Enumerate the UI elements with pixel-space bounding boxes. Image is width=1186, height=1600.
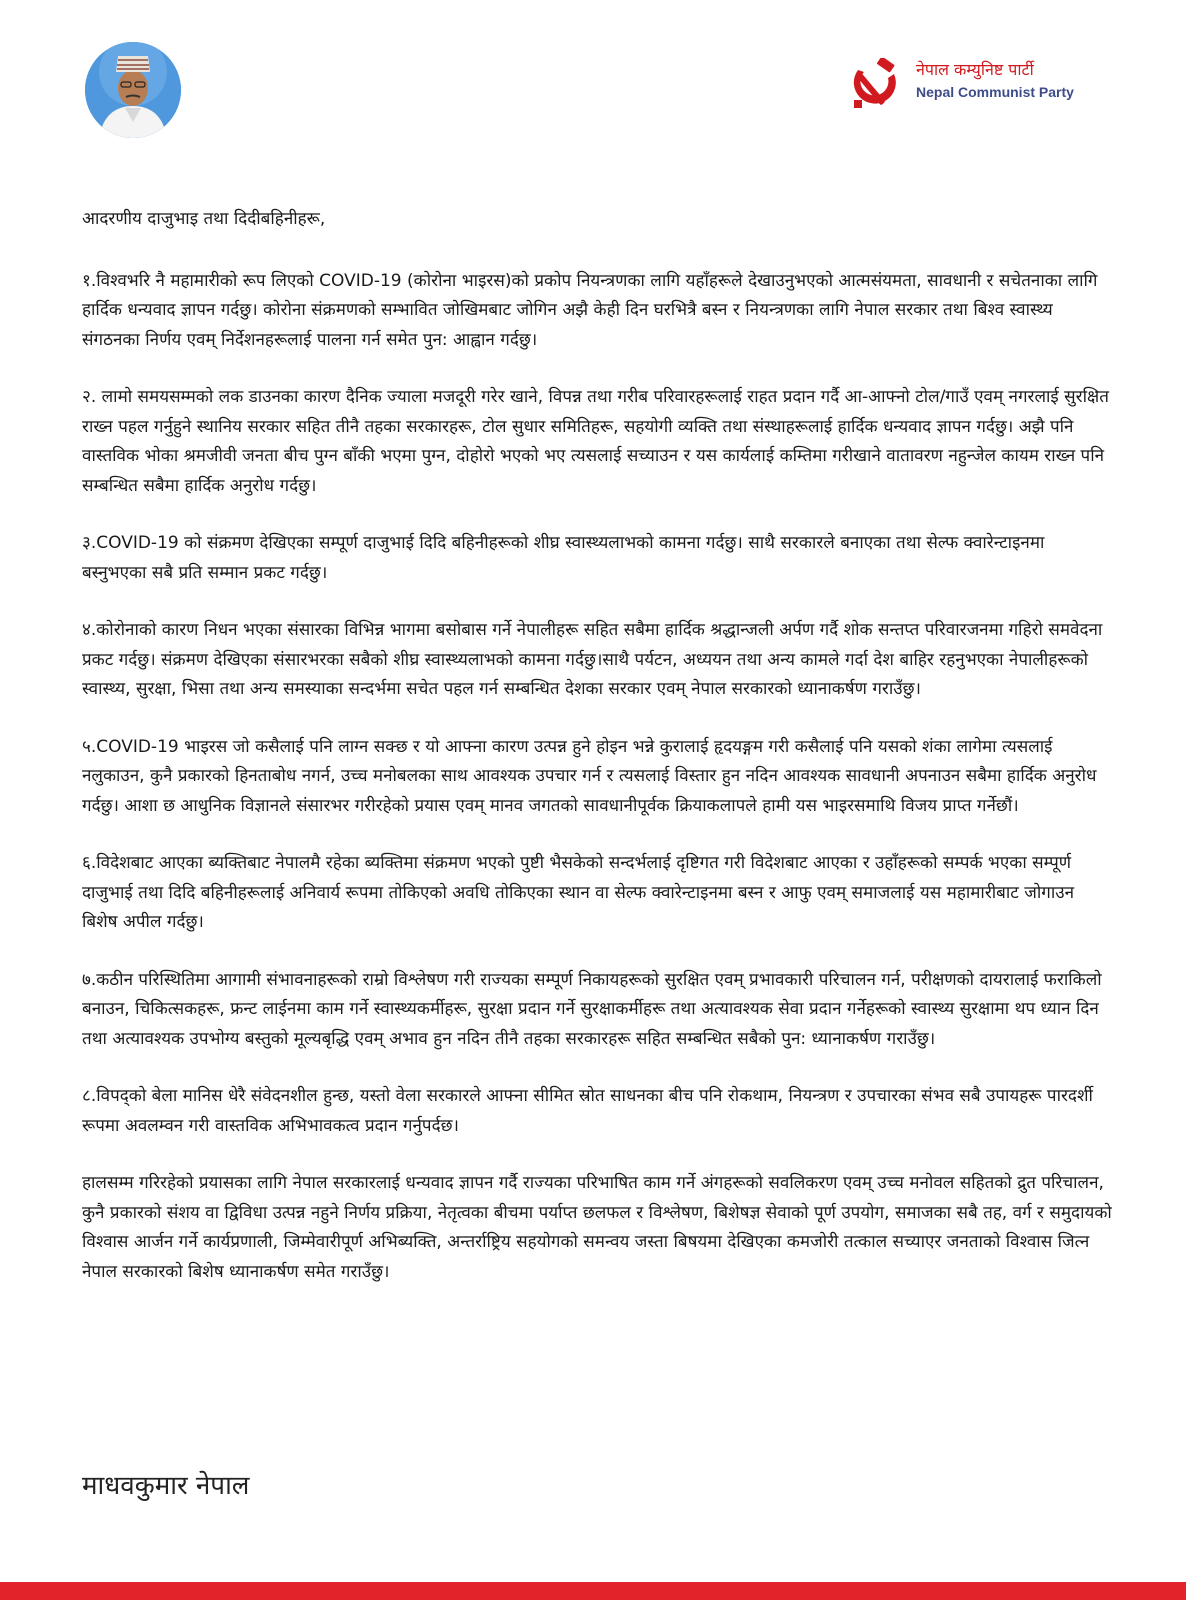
signature-name: माधवकुमार नेपाल	[82, 1471, 250, 1501]
paragraph-3: ३.COVID-19 को संक्रमण देखिएका सम्पूर्ण दाजुभाई दिदि बहिनीहरूको शीघ्र स्वास्थ्यलाभको कामना गर्दछु। साथै सरकारले बनाएका तथा सेल्फ क्वारेन्टाइनमा बस्नुभएका सबै प्रति सम्मान प्रकट गर्दछु।	[82, 533, 1045, 583]
paragraph-4: ४.कोरोनाको कारण निधन भएका संसारका विभिन्न भागमा बसोबास गर्ने नेपालीहरू सहित सबैमा हार्दिक श्रद्धान्जली अर्पण गर्दै शोक सन्तप्त परिवारजनमा गहिरो समवेदना प्रकट गर्दछु। संक्रमण देखिएका संसारभरका सबैको शीघ्र स्वास्थ्यलाभको कामना गर्दछु।साथै पर्यटन, अध्ययन तथा अन्य कामले गर्दा देश बाहिर रहनुभएका नेपालीहरूको स्वास्थ्य, सुरक्षा, भिसा तथा अन्य समस्याका सन्दर्भमा सचेत पहल गर्न सम्बन्धित देशका सरकार एवम् नेपाल सरकारको ध्यानाकर्षण गराउँछु।	[82, 620, 1103, 699]
paragraph-closing: हालसम्म गरिरहेको प्रयासका लागि नेपाल सरकारलाई धन्यवाद ज्ञापन गर्दै राज्यका परिभाषित काम गर्ने अंगहरूको सवलिकरण एवम् उच्च मनोवल सहितको द्रुत परिचालन, कुनै प्रकारको संशय वा द्विविधा उत्पन्न नहुने निर्णय प्रक्रिया, नेतृत्वका बीचमा पर्याप्त छलफल र विश्लेषण, बिशेषज्ञ सेवाको पूर्ण उपयोग, समाजका सबै तह, वर्ग र समुदायको विश्वास आर्जन गर्ने कार्यप्रणाली, जिम्मेवारीपूर्ण अभिब्यक्ति, अन्तर्राष्ट्रिय सहयोगको समन्वय जस्ता बिषयमा देखिएका कमजोरी तत्काल सच्याएर जनताको विश्वास जित्न नेपाल सरकारको बिशेष ध्यानाकर्षण समेत गराउँछु।	[82, 1173, 1112, 1282]
hammer-sickle-icon	[848, 58, 906, 114]
paragraph-2: २. लामो समयसम्मको लक डाउनका कारण दैनिक ज्याला मजदूरी गरेर खाने, विपन्न तथा गरीब परिवारहरूलाई राहत प्रदान गर्दै आ-आफ्नो टोल/गाउँ एवम् नगरलाई सुरक्षित राख्न पहल गर्नुहुने स्थानिय सरकार सहित तीनै तहका सरकारहरू, टोल सुधार समितिहरू, सहयोगी व्यक्ति तथा संस्थाहरूलाई हार्दिक धन्यवाद ज्ञापन गर्दछु। अझै पनि वास्तविक भोका श्रमजीवी जनता बीच पुग्न बाँकी भएमा पुग्न, दोहोरो भएको भए त्यसलाई सच्याउन र यस कार्यलाई कम्तिमा गरीखाने वातावरण नहुन्जेल कायम राख्न पनि सम्बन्धित सबैमा हार्दिक अनुरोध गर्दछु।	[82, 387, 1109, 496]
party-logo	[848, 54, 1108, 114]
letterhead	[0, 0, 1186, 150]
portrait-image	[85, 42, 181, 138]
paragraph-5: ५.COVID-19 भाइरस जो कसैलाई पनि लाग्न सक्छ र यो आफ्ना कारण उत्पन्न हुने होइन भन्ने कुरालाई हृदयङ्गम गरी कसैलाई पनि यसको शंका लागेमा त्यसलाई नलुकाउन, कुनै प्रकारको हिनताबोध नगर्न, उच्च मनोबलका साथ आवश्यक उपचार गर्न र त्यसलाई विस्तार हुन नदिन आवश्यक सावधानी अपनाउन सबैमा हार्दिक अनुरोध गर्दछु। आशा छ आधुनिक विज्ञानले संसारभर गरीरहेको प्रयास एवम् मानव जगतको सावधानीपूर्वक क्रियाकलापले हामी यस भाइरसमाथि विजय प्राप्त गर्नेछौं।	[82, 736, 1097, 816]
avatar	[85, 42, 181, 138]
paragraph-1: १.विश्वभरि नै महामारीको रूप लिएको COVID-19 (कोरोना भाइरस)को प्रकोप नियन्त्रणका लागि यहाँहरूले देखाउनुभएको आत्मसंयमता, सावधानी र सचेतनाका लागि हार्दिक धन्यवाद ज्ञापन गर्दछु। कोरोना संक्रमणको सम्भावित जोखिमबाट जोगिन अझै केही दिन घरभित्रै बस्न र नियन्त्रणका लागि नेपाल सरकार तथा बिश्व स्वास्थ्य संगठनका निर्णय एवम् निर्देशनहरूलाई पालना गर्न समेत पुन: आह्वान गर्दछु।	[82, 270, 1098, 350]
paragraph-7: ७.कठीन परिस्थितिमा आगामी संभावनाहरूको राम्रो विश्लेषण गरी राज्यका सम्पूर्ण निकायहरूको सुरक्षित एवम् प्रभावकारी परिचालन गर्न, परीक्षणको दायरालाई फराकिलो बनाउन, चिकित्सकहरू, फ्रन्ट लाईनमा काम गर्ने स्वास्थ्यकर्मीहरू, सुरक्षा प्रदान गर्ने सुरक्षाकर्मीहरू तथा अत्यावश्यक सेवा प्रदान गर्नेहरूको स्वास्थ्य सुरक्षामा थप ध्यान दिन तथा अत्यावश्यक उपभोग्य बस्तुको मूल्यबृद्धि एवम् अभाव हुन नदिन तीनै तहका सरकारहरू सहित सम्बन्धित सबैको पुन: ध्यानाकर्षण गराउँछु।	[82, 969, 1102, 1049]
party-name-nepali: नेपाल कम्युनिष्ट पार्टी	[916, 60, 1034, 79]
paragraph-6: ६.विदेशबाट आएका ब्यक्तिबाट नेपालमै रहेका ब्यक्तिमा संक्रमण भएको पुष्टी भैसकेको सन्दर्भलाई दृष्टिगत गरी विदेशबाट आएका र उहाँहरूको सम्पर्क भएका सम्पूर्ण दाजुभाई तथा दिदि बहिनीहरूलाई अनिवार्य रूपमा तोकिएको अवधि तोकिएका स्थान वा सेल्फ क्वारेन्टाइनमा बस्न र आफु एवम् समाजलाई यस महामारीबाट जोगाउन बिशेष अपील गर्दछु।	[82, 853, 1075, 932]
letter-body	[82, 205, 1112, 1315]
salutation: आदरणीय दाजुभाइ तथा दिदीबहिनीहरू,	[82, 209, 326, 229]
party-name-english: Nepal Communist Party	[916, 84, 1074, 100]
paragraph-8: ८.विपद्को बेला मानिस धेरै संवेदनशील हुन्छ, यस्तो वेला सरकारले आफ्ना सीमित स्रोत साधनका बीच पनि रोकथाम, नियन्त्रण र उपचारका संभव सबै उपायहरू पारदर्शी रूपमा अवलम्वन गरी वास्तविक अभिभावकत्व प्रदान गर्नुपर्दछ।	[82, 1086, 1093, 1136]
footer-bar	[0, 1582, 1186, 1600]
